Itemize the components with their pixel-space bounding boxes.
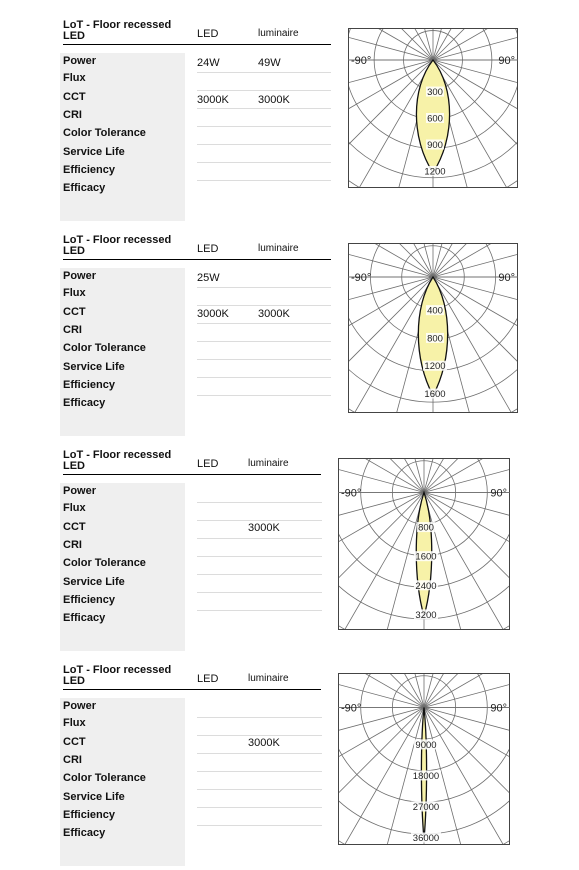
scale-label: 2400 — [415, 580, 437, 592]
row-label: CCT — [63, 736, 86, 748]
cct-luminaire-value: 3000K — [258, 308, 290, 320]
row-label: Efficacy — [63, 397, 106, 409]
row-divider — [197, 502, 322, 503]
angle-label-right: 90° — [498, 272, 515, 284]
scale-label: 300 — [427, 87, 443, 99]
row-label: Flux — [63, 287, 86, 299]
row-divider — [197, 377, 331, 378]
row-divider — [197, 305, 331, 306]
title-line-2: LED — [63, 460, 85, 472]
polar-grid — [348, 28, 518, 188]
row-divider — [197, 287, 331, 288]
polar-grid — [338, 458, 510, 630]
row-label: Service Life — [63, 791, 125, 803]
angle-label-right: 90° — [490, 702, 507, 715]
row-divider — [197, 735, 322, 736]
polar-light-diagram — [348, 28, 518, 188]
row-label: Efficiency — [63, 594, 115, 606]
title-line-1: LoT - Floor recessed — [63, 664, 172, 676]
scale-label: 800 — [418, 522, 434, 534]
column-header-luminaire: luminaire — [248, 673, 289, 684]
row-label: CCT — [63, 91, 86, 103]
row-divider — [197, 359, 331, 360]
row-label: Power — [63, 270, 97, 282]
row-divider — [197, 90, 331, 91]
scale-label: 400 — [427, 305, 443, 317]
row-label: Color Tolerance — [63, 557, 146, 569]
row-label: Flux — [63, 502, 86, 514]
polar-light-diagram — [348, 243, 518, 413]
scale-label: 1200 — [424, 361, 446, 373]
spec-block-3 — [0, 450, 579, 655]
cct-led-value: 3000K — [197, 308, 229, 320]
title-line-1: LoT - Floor recessed — [63, 449, 172, 461]
column-header-led: LED — [197, 28, 219, 40]
row-divider — [197, 574, 322, 575]
column-header-led: LED — [197, 243, 219, 255]
row-label: Efficacy — [63, 612, 106, 624]
cct-led-value: 3000K — [197, 94, 229, 106]
scale-label: 800 — [427, 333, 443, 345]
scale-label: 1200 — [424, 166, 446, 178]
row-label: CCT — [63, 306, 86, 318]
row-label: Efficiency — [63, 164, 115, 176]
row-label: Color Tolerance — [63, 127, 146, 139]
cct-luminaire-value: 3000K — [258, 94, 290, 106]
column-header-luminaire: luminaire — [248, 458, 289, 469]
column-header-led: LED — [197, 458, 219, 470]
angle-label-left: -90° — [341, 487, 362, 500]
spec-block-4 — [0, 665, 579, 870]
spec-block-1 — [0, 20, 579, 225]
cct-luminaire-value: 3000K — [248, 522, 280, 534]
scale-label: 3200 — [415, 609, 437, 621]
cct-luminaire-value: 3000K — [248, 737, 280, 749]
scale-label: 27000 — [412, 801, 440, 813]
power-led-value: 25W — [197, 272, 220, 284]
angle-label-left: -90° — [351, 272, 372, 284]
row-label: Efficacy — [63, 182, 106, 194]
scale-label: 1600 — [415, 551, 437, 563]
row-divider — [197, 144, 331, 145]
title-line-1: LoT - Floor recessed — [63, 19, 172, 31]
header-rule — [63, 474, 321, 475]
title-line-2: LED — [63, 30, 85, 42]
row-divider — [197, 556, 322, 557]
row-label: Service Life — [63, 576, 125, 588]
row-divider — [197, 162, 331, 163]
column-header-luminaire: luminaire — [258, 28, 299, 39]
polar-grid — [348, 243, 518, 413]
row-divider — [197, 807, 322, 808]
row-label: Color Tolerance — [63, 772, 146, 784]
row-label: CRI — [63, 754, 82, 766]
row-divider — [197, 717, 322, 718]
row-label: CRI — [63, 109, 82, 121]
row-label: Power — [63, 700, 97, 712]
row-divider — [197, 610, 322, 611]
power-led-value: 24W — [197, 57, 220, 69]
angle-label-right: 90° — [498, 55, 515, 67]
row-label: Service Life — [63, 146, 125, 158]
row-divider — [197, 771, 322, 772]
row-divider — [197, 395, 331, 396]
scale-label: 9000 — [415, 739, 437, 751]
row-label: Flux — [63, 717, 86, 729]
polar-light-diagram — [338, 458, 510, 630]
row-label: Power — [63, 55, 97, 67]
header-rule — [63, 689, 321, 690]
row-label: Efficiency — [63, 809, 115, 821]
row-labels — [60, 698, 185, 866]
row-divider — [197, 108, 331, 109]
power-luminaire-value: 49W — [258, 57, 281, 69]
row-divider — [197, 126, 331, 127]
scale-label: 1600 — [424, 389, 446, 401]
row-label: Flux — [63, 72, 86, 84]
row-divider — [197, 180, 331, 181]
polar-grid — [338, 673, 510, 845]
row-divider — [197, 789, 322, 790]
header-rule — [63, 44, 331, 45]
row-divider — [197, 341, 331, 342]
row-divider — [197, 753, 322, 754]
row-labels — [60, 268, 185, 436]
angle-label-right: 90° — [490, 487, 507, 500]
row-divider — [197, 592, 322, 593]
row-label: CRI — [63, 539, 82, 551]
column-header-luminaire: luminaire — [258, 243, 299, 254]
title-line-2: LED — [63, 245, 85, 257]
row-label: CRI — [63, 324, 82, 336]
angle-label-left: -90° — [341, 702, 362, 715]
row-label: Service Life — [63, 361, 125, 373]
row-label: Efficacy — [63, 827, 106, 839]
row-label: Power — [63, 485, 97, 497]
block-title — [63, 450, 171, 472]
title-line-2: LED — [63, 675, 85, 687]
row-label: Color Tolerance — [63, 342, 146, 354]
block-title — [63, 235, 171, 257]
block-title — [63, 665, 171, 687]
scale-label: 600 — [427, 113, 443, 125]
row-label: CCT — [63, 521, 86, 533]
block-title — [63, 20, 171, 42]
polar-light-diagram — [338, 673, 510, 845]
header-rule — [63, 259, 331, 260]
row-labels — [60, 483, 185, 651]
row-divider — [197, 72, 331, 73]
row-divider — [197, 538, 322, 539]
angle-label-left: -90° — [351, 55, 372, 67]
spec-block-2 — [0, 235, 579, 440]
scale-label: 900 — [427, 139, 443, 151]
scale-label: 36000 — [412, 833, 440, 845]
row-divider — [197, 520, 322, 521]
row-divider — [197, 825, 322, 826]
scale-label: 18000 — [412, 770, 440, 782]
row-divider — [197, 323, 331, 324]
column-header-led: LED — [197, 673, 219, 685]
title-line-1: LoT - Floor recessed — [63, 234, 172, 246]
row-labels — [60, 53, 185, 221]
row-label: Efficiency — [63, 379, 115, 391]
